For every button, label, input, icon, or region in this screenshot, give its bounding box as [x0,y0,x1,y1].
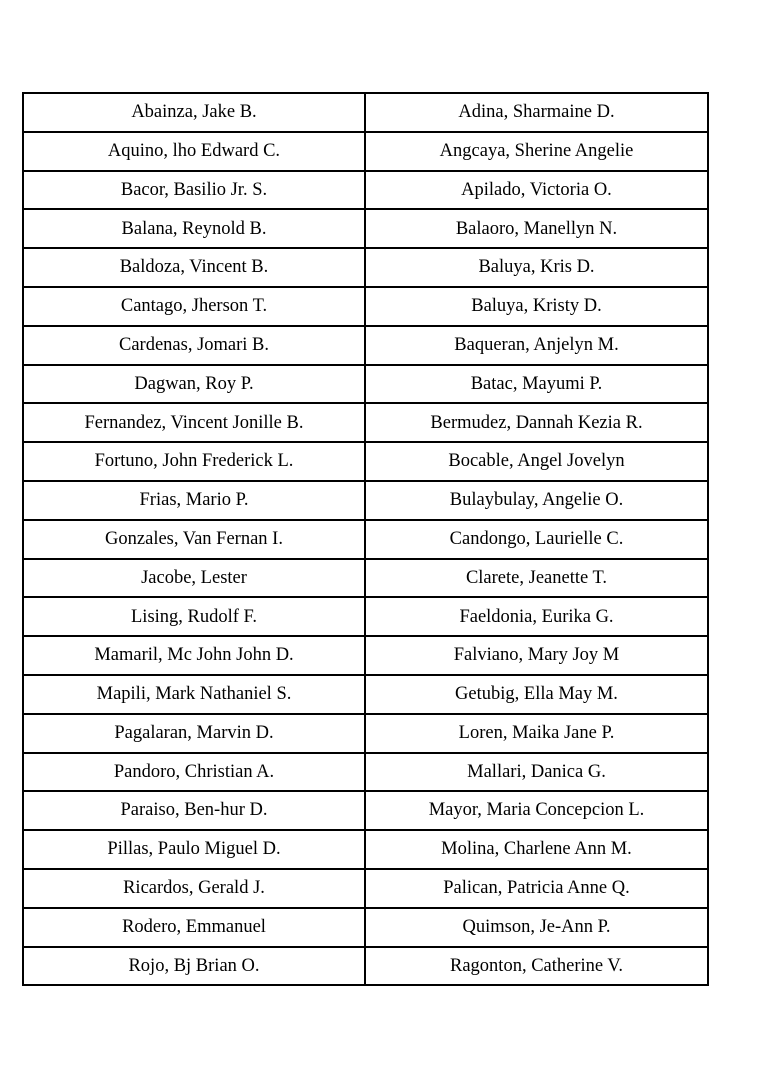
table-row [23,520,708,559]
name-cell-left: Pagalaran, Marvin D. [23,714,365,753]
name-cell-right: Adina, Sharmaine D. [365,93,708,132]
name-cell-left: Paraiso, Ben-hur D. [23,791,365,830]
table-row [23,830,708,869]
name-cell-right: Bermudez, Dannah Kezia R. [365,403,708,442]
names-table-body [23,93,708,985]
table-row [23,481,708,520]
name-cell-left: Mamaril, Mc John John D. [23,636,365,675]
name-cell-right: Candongo, Laurielle C. [365,520,708,559]
name-cell-left: Frias, Mario P. [23,481,365,520]
table-row [23,597,708,636]
name-cell-left: Fernandez, Vincent Jonille B. [23,403,365,442]
name-cell-left: Rojo, Bj Brian O. [23,947,365,986]
name-cell-left: Bacor, Basilio Jr. S. [23,171,365,210]
table-row [23,365,708,404]
table-row [23,209,708,248]
name-cell-right: Faeldonia, Eurika G. [365,597,708,636]
table-row [23,559,708,598]
name-cell-left: Lising, Rudolf F. [23,597,365,636]
name-cell-left: Aquino, lho Edward C. [23,132,365,171]
name-cell-left: Ricardos, Gerald J. [23,869,365,908]
name-cell-right: Bocable, Angel Jovelyn [365,442,708,481]
name-cell-right: Loren, Maika Jane P. [365,714,708,753]
name-cell-left: Cardenas, Jomari B. [23,326,365,365]
name-cell-left: Rodero, Emmanuel [23,908,365,947]
table-row [23,442,708,481]
name-cell-left: Balana, Reynold B. [23,209,365,248]
name-cell-right: Baluya, Kristy D. [365,287,708,326]
table-row [23,753,708,792]
table-row [23,403,708,442]
table-row [23,287,708,326]
table-row [23,791,708,830]
name-cell-left: Jacobe, Lester [23,559,365,598]
table-row [23,675,708,714]
name-cell-right: Apilado, Victoria O. [365,171,708,210]
name-cell-right: Ragonton, Catherine V. [365,947,708,986]
name-cell-right: Angcaya, Sherine Angelie [365,132,708,171]
name-cell-right: Balaoro, Manellyn N. [365,209,708,248]
name-cell-right: Mayor, Maria Concepcion L. [365,791,708,830]
name-cell-left: Abainza, Jake B. [23,93,365,132]
table-row [23,132,708,171]
name-cell-left: Dagwan, Roy P. [23,365,365,404]
name-cell-right: Baluya, Kris D. [365,248,708,287]
table-row [23,869,708,908]
name-cell-left: Baldoza, Vincent B. [23,248,365,287]
table-row [23,326,708,365]
name-cell-right: Baqueran, Anjelyn M. [365,326,708,365]
name-cell-right: Palican, Patricia Anne Q. [365,869,708,908]
name-cell-left: Pillas, Paulo Miguel D. [23,830,365,869]
name-cell-left: Mapili, Mark Nathaniel S. [23,675,365,714]
name-cell-right: Falviano, Mary Joy M [365,636,708,675]
table-row [23,636,708,675]
table-row [23,171,708,210]
name-cell-right: Mallari, Danica G. [365,753,708,792]
name-cell-right: Molina, Charlene Ann M. [365,830,708,869]
name-cell-left: Fortuno, John Frederick L. [23,442,365,481]
table-row [23,714,708,753]
table-row [23,947,708,986]
name-cell-left: Gonzales, Van Fernan I. [23,520,365,559]
name-cell-right: Clarete, Jeanette T. [365,559,708,598]
name-cell-right: Bulaybulay, Angelie O. [365,481,708,520]
name-cell-left: Cantago, Jherson T. [23,287,365,326]
name-cell-right: Getubig, Ella May M. [365,675,708,714]
name-cell-right: Quimson, Je-Ann P. [365,908,708,947]
table-row [23,248,708,287]
table-row [23,93,708,132]
name-cell-left: Pandoro, Christian A. [23,753,365,792]
names-table [22,92,709,986]
table-row [23,908,708,947]
name-cell-right: Batac, Mayumi P. [365,365,708,404]
